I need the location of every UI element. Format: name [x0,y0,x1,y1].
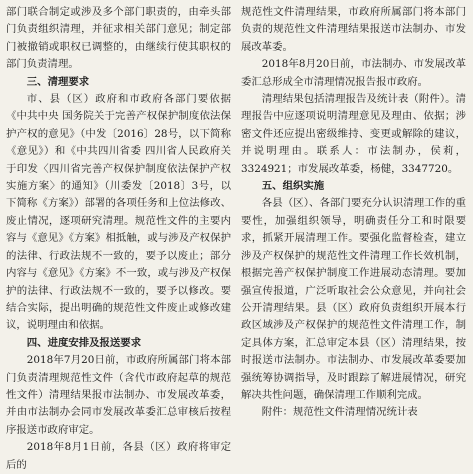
paragraph: 清理结果包括清理报告及统计表（附件）。清理报告中应逐项说明清理意见及理由、依据；涉密文件还应提出密级维持、变更或解除的建议，并说明理由。联系人：市法制办，侯莉，3324921；市发展改革委，杨健，3347720。 [241,93,466,175]
left-column [6,4,231,471]
paragraph: 2018年8月20日前，市法制办、市发展改革委汇总形成全市清理情况报告报市政府。 [241,58,466,88]
section-heading-3: 三、清理要求 [26,75,90,88]
paragraph: 市、县（区）政府和市政府各部门要依据《中共中央 国务院关于完善产权保护制度依法保护产权的意见》（中发〔2016〕28号，以下简称《意见》）和《中共四川省委 四川省人民政府关于印发〈四川省完善产权保护制度依法保护产权实施方案〉的通知》（川委发〔2018〕3号，以下简称《方案》）部署的各项任务和上位法修改、废止情况，逐项研究清理。规范性文件的主要内容与《意见》《方案》相抵触，或与涉及产权保护的法律、行政法规不一致的，要予以废止；部分内容与《意见》《方案》不一致，或与涉及产权保护的法律、行政法规不一致的，要予以修改。要结合实际，提出明确的规范性文件废止或修改建议，说明理由和依据。 [6,93,231,332]
section-heading-5: 五、组织实施 [261,180,325,193]
paragraph: 2018年7月20日前，市政府所属部门将本部门负责清理规范性文件（含代市政府起草的规范性文件）清理结果报市法制办、市发展改革委，并由市法制办会同市发展改革委汇总审核后按程序报送市政府审定。 [6,354,231,436]
paragraph: 各县（区）、各部门要充分认识清理工作的重要性，加强组织领导，明确责任分工和时限要求，抓紧开展清理工作。要强化监督检查，建立涉及产权保护的规范性文件清理工作长效机制，根据完善产权保护制度工作进展动态清理。要加强宣传报道，广泛听取社会公众意见，并向社会公开清理结果。县（区）政府负责组织开展本行政区域涉及产权保护的规范性文件清理工作，制定具体方案，汇总审定本县（区）清理结果，按时报送市法制办。市法制办、市发展改革委要加强统筹协调指导，及时跟踪了解进展情况，研究解决共性问题，确保清理工作顺利完成。 [241,197,466,401]
paragraph: 部门联合制定或涉及多个部门职责的，由牵头部门负责组织清理，并征求相关部门意见；制定部门被撤销或职权已调整的，由继续行使其职权的部门负责清理。 [6,6,231,71]
paragraph: 2018年8月1日前，各县（区）政府将审定后的 [6,441,231,471]
right-column [241,4,466,439]
section-heading-4: 四、进度安排及报送要求 [26,336,142,349]
attachment-line: 附件：规范性文件清理情况统计表 [261,406,418,419]
paragraph: 规范性文件清理结果，市政府所属部门将本部门负责的规范性文件清理结果报送市法制办、市发展改革委。 [241,6,466,53]
